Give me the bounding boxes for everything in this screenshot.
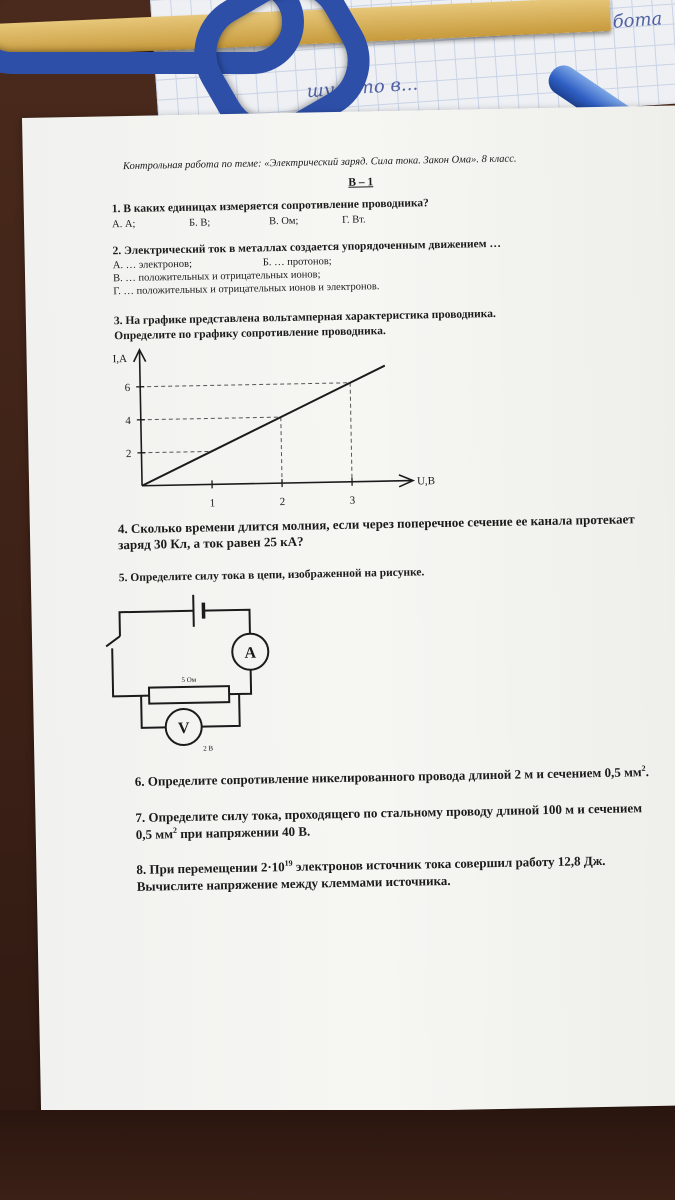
circuit-diagram [99,582,322,766]
q2-option-a: А. … электронов; [112,258,193,272]
question-3-line-2: Определите по графику сопротивление проводника. [114,325,386,343]
test-title: Контрольная работа по теме: «Электрический заряд. Сила тока. Закон Ома». 8 класс. [122,153,517,173]
y-guide-6 [140,383,350,387]
handwriting-2: шу, что в... [306,73,419,103]
q1-option-a: А. А; [111,218,136,231]
resistor-label: 5 Ом [181,675,197,685]
y-tick-label-4: 4 [125,414,131,428]
question-3-line-1: 3. На графике представлена вольтамперная характеристика проводника. [113,307,496,328]
handwriting-3: бота [611,8,663,33]
y-axis-label: I,А [112,353,128,366]
x-axis [142,481,411,486]
q7-area: 0,5 мм [135,826,174,842]
question-4-line-2: заряд 30 Кл, а ток равен 25 кА? [118,533,304,553]
q7-voltage: при напряжении 40 В. [176,823,311,842]
y-guide-4 [141,417,281,420]
x-tick-label-3: 3 [349,494,356,507]
q8-superscript: 19 [284,858,293,868]
wire-top-right [203,610,249,635]
q6-end: . [645,764,650,780]
voltmeter-reading: 2 В [203,744,214,753]
wire-left [112,648,149,697]
vah-series-line [140,366,387,486]
q7-superscript: 2 [172,825,178,835]
q2-option-b: Б. … протонов; [262,256,332,269]
y-tick-label-6: 6 [124,381,131,395]
wire-top-left [120,611,194,636]
x-tick-label-2: 2 [279,496,286,509]
wire-right [229,670,251,694]
question-6 [135,764,649,790]
q1-option-b: Б. В; [188,217,211,229]
resistor [149,686,229,704]
q1-option-d: Г. Вт. [341,214,366,226]
q6-superscript: 2 [641,763,646,773]
variant-label: В – 1 [348,176,374,189]
x-guide-2 [281,417,282,483]
question-8-line-2: Вычислите напряжение между клеммами источника. [136,872,451,894]
question-2: 2. Электрический ток в металлах создается упорядоченным движением … [112,237,502,258]
voltmeter-wire-left [141,695,166,727]
switch-blade [106,636,120,646]
test-sheet [22,105,675,1118]
question-7-line-2 [136,824,311,843]
q2-option-d: Г. … положительных и отрицательных ионов и электронов. [113,281,380,298]
question-1: 1. В каких единицах измеряется сопротивление проводника? [111,197,429,216]
voltmeter-wire-right [201,694,240,727]
voltmeter-label: V [177,719,190,738]
desk-bottom [0,1110,675,1200]
q2-option-c: В. … положительных и отрицательных ионов; [112,269,321,285]
q6-text: 6. Определите сопротивление никелированного провода длиной 2 м и сечением 0,5 мм [134,764,642,789]
q8-count: 8. При перемещении 2·10 [136,859,285,877]
x-guide-3 [350,383,352,482]
q8-work: электронов источник тока совершил работу 12,8 Дж. [292,852,606,874]
x-tick-label-1: 1 [209,497,216,510]
y-guide-2 [141,451,211,452]
x-axis-label: U,В [416,475,436,488]
y-tick-label-2: 2 [125,447,132,461]
ammeter-label: A [244,644,257,662]
y-axis [140,352,143,486]
question-7-line-1: 7. Определите силу тока, проходящего по стальному проводу длиной 100 м и сечением [135,800,643,825]
q1-option-c: В. Ом; [268,215,299,228]
question-5: 5. Определите силу тока в цепи, изображенной на рисунке. [118,566,425,585]
question-4-line-1: 4. Сколько времени длится молния, если через поперечное сечение ее канала протекает [117,511,635,537]
vah-chart [106,338,449,514]
